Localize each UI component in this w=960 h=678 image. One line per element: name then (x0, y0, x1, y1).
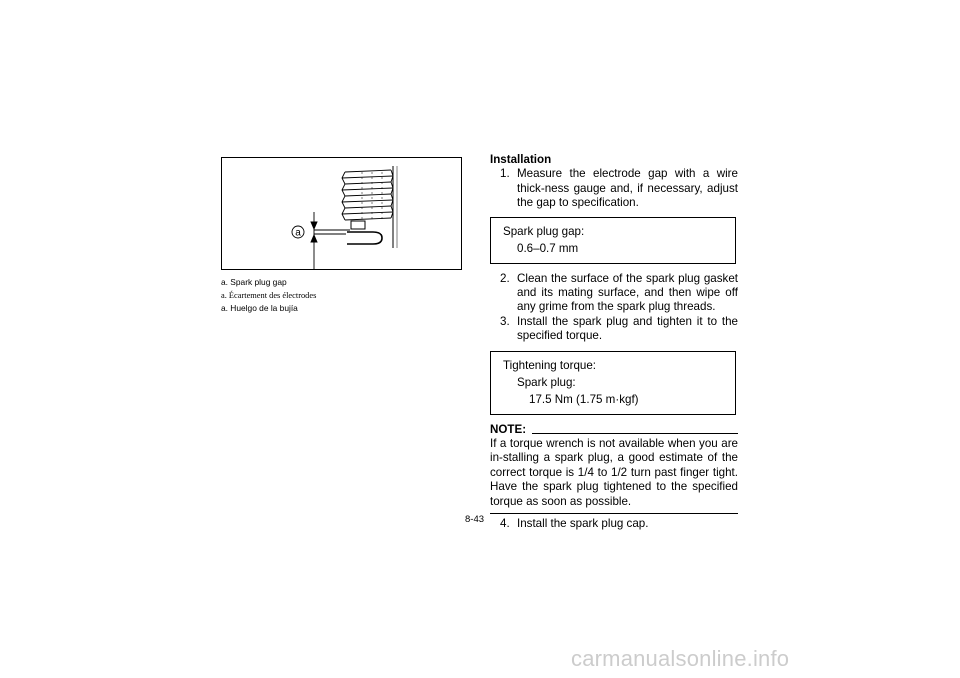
center-electrode (351, 221, 365, 229)
gap-spec-label: Spark plug gap: (503, 224, 585, 238)
callout-a-label: a (295, 227, 301, 239)
step-text: Measure the electrode gap with a wire thick-ness gauge and, if necessary, adjust the gap to specification. (517, 167, 738, 210)
step-text: Clean the surface of the spark plug gasket and its mating surface, and then wipe off any grime from the spark plug threads. (517, 271, 738, 314)
caption-spanish: a. Huelgo de la bujía (221, 303, 298, 313)
section-heading: Installation (490, 153, 552, 166)
watermark: carmanualsonline.info (571, 646, 790, 671)
spark-plug-illustration (222, 158, 463, 271)
step-number: 3. (500, 314, 510, 328)
step-number: 2. (500, 271, 510, 285)
step-number: 4. (500, 517, 510, 531)
note-rule (532, 433, 738, 434)
spark-plug-threads (342, 166, 397, 248)
gap-dimension-lines (311, 212, 350, 270)
figure-captions (221, 276, 471, 315)
page-number: 8-43 (465, 514, 485, 525)
note-text: If a torque wrench is not available when you are in-stalling a spark plug, a good estimate of the correct torque is 1/4 to 1/2 turn past finger tight. Have the spark plug tightened to the specified torque as soon as possible. (490, 437, 738, 508)
note-label: NOTE: (490, 422, 527, 436)
spark-plug-figure (221, 157, 462, 270)
torque-spec-box (490, 351, 736, 415)
step-1 (490, 167, 738, 210)
caption-english: a. Spark plug gap (221, 277, 287, 287)
gap-spec-value: 0.6–0.7 mm (517, 241, 579, 255)
ground-electrode (347, 232, 382, 244)
step-3 (490, 315, 738, 344)
note-header (490, 423, 738, 437)
torque-spec-value: 17.5 Nm (1.75 m·kgf) (529, 392, 639, 406)
installation-section (490, 153, 738, 532)
torque-spec-label: Tightening torque: (503, 358, 597, 372)
caption-french: a. Écartement des électrodes (221, 291, 317, 300)
step-text: Install the spark plug and tighten it to the specified torque. (517, 314, 738, 343)
torque-spec-item: Spark plug: (517, 375, 576, 389)
step-4 (490, 517, 738, 531)
gap-spec-box (490, 217, 736, 264)
step-number: 1. (500, 167, 510, 181)
note-end-rule (490, 513, 738, 514)
step-text: Install the spark plug cap. (517, 517, 649, 531)
step-2 (490, 272, 738, 315)
